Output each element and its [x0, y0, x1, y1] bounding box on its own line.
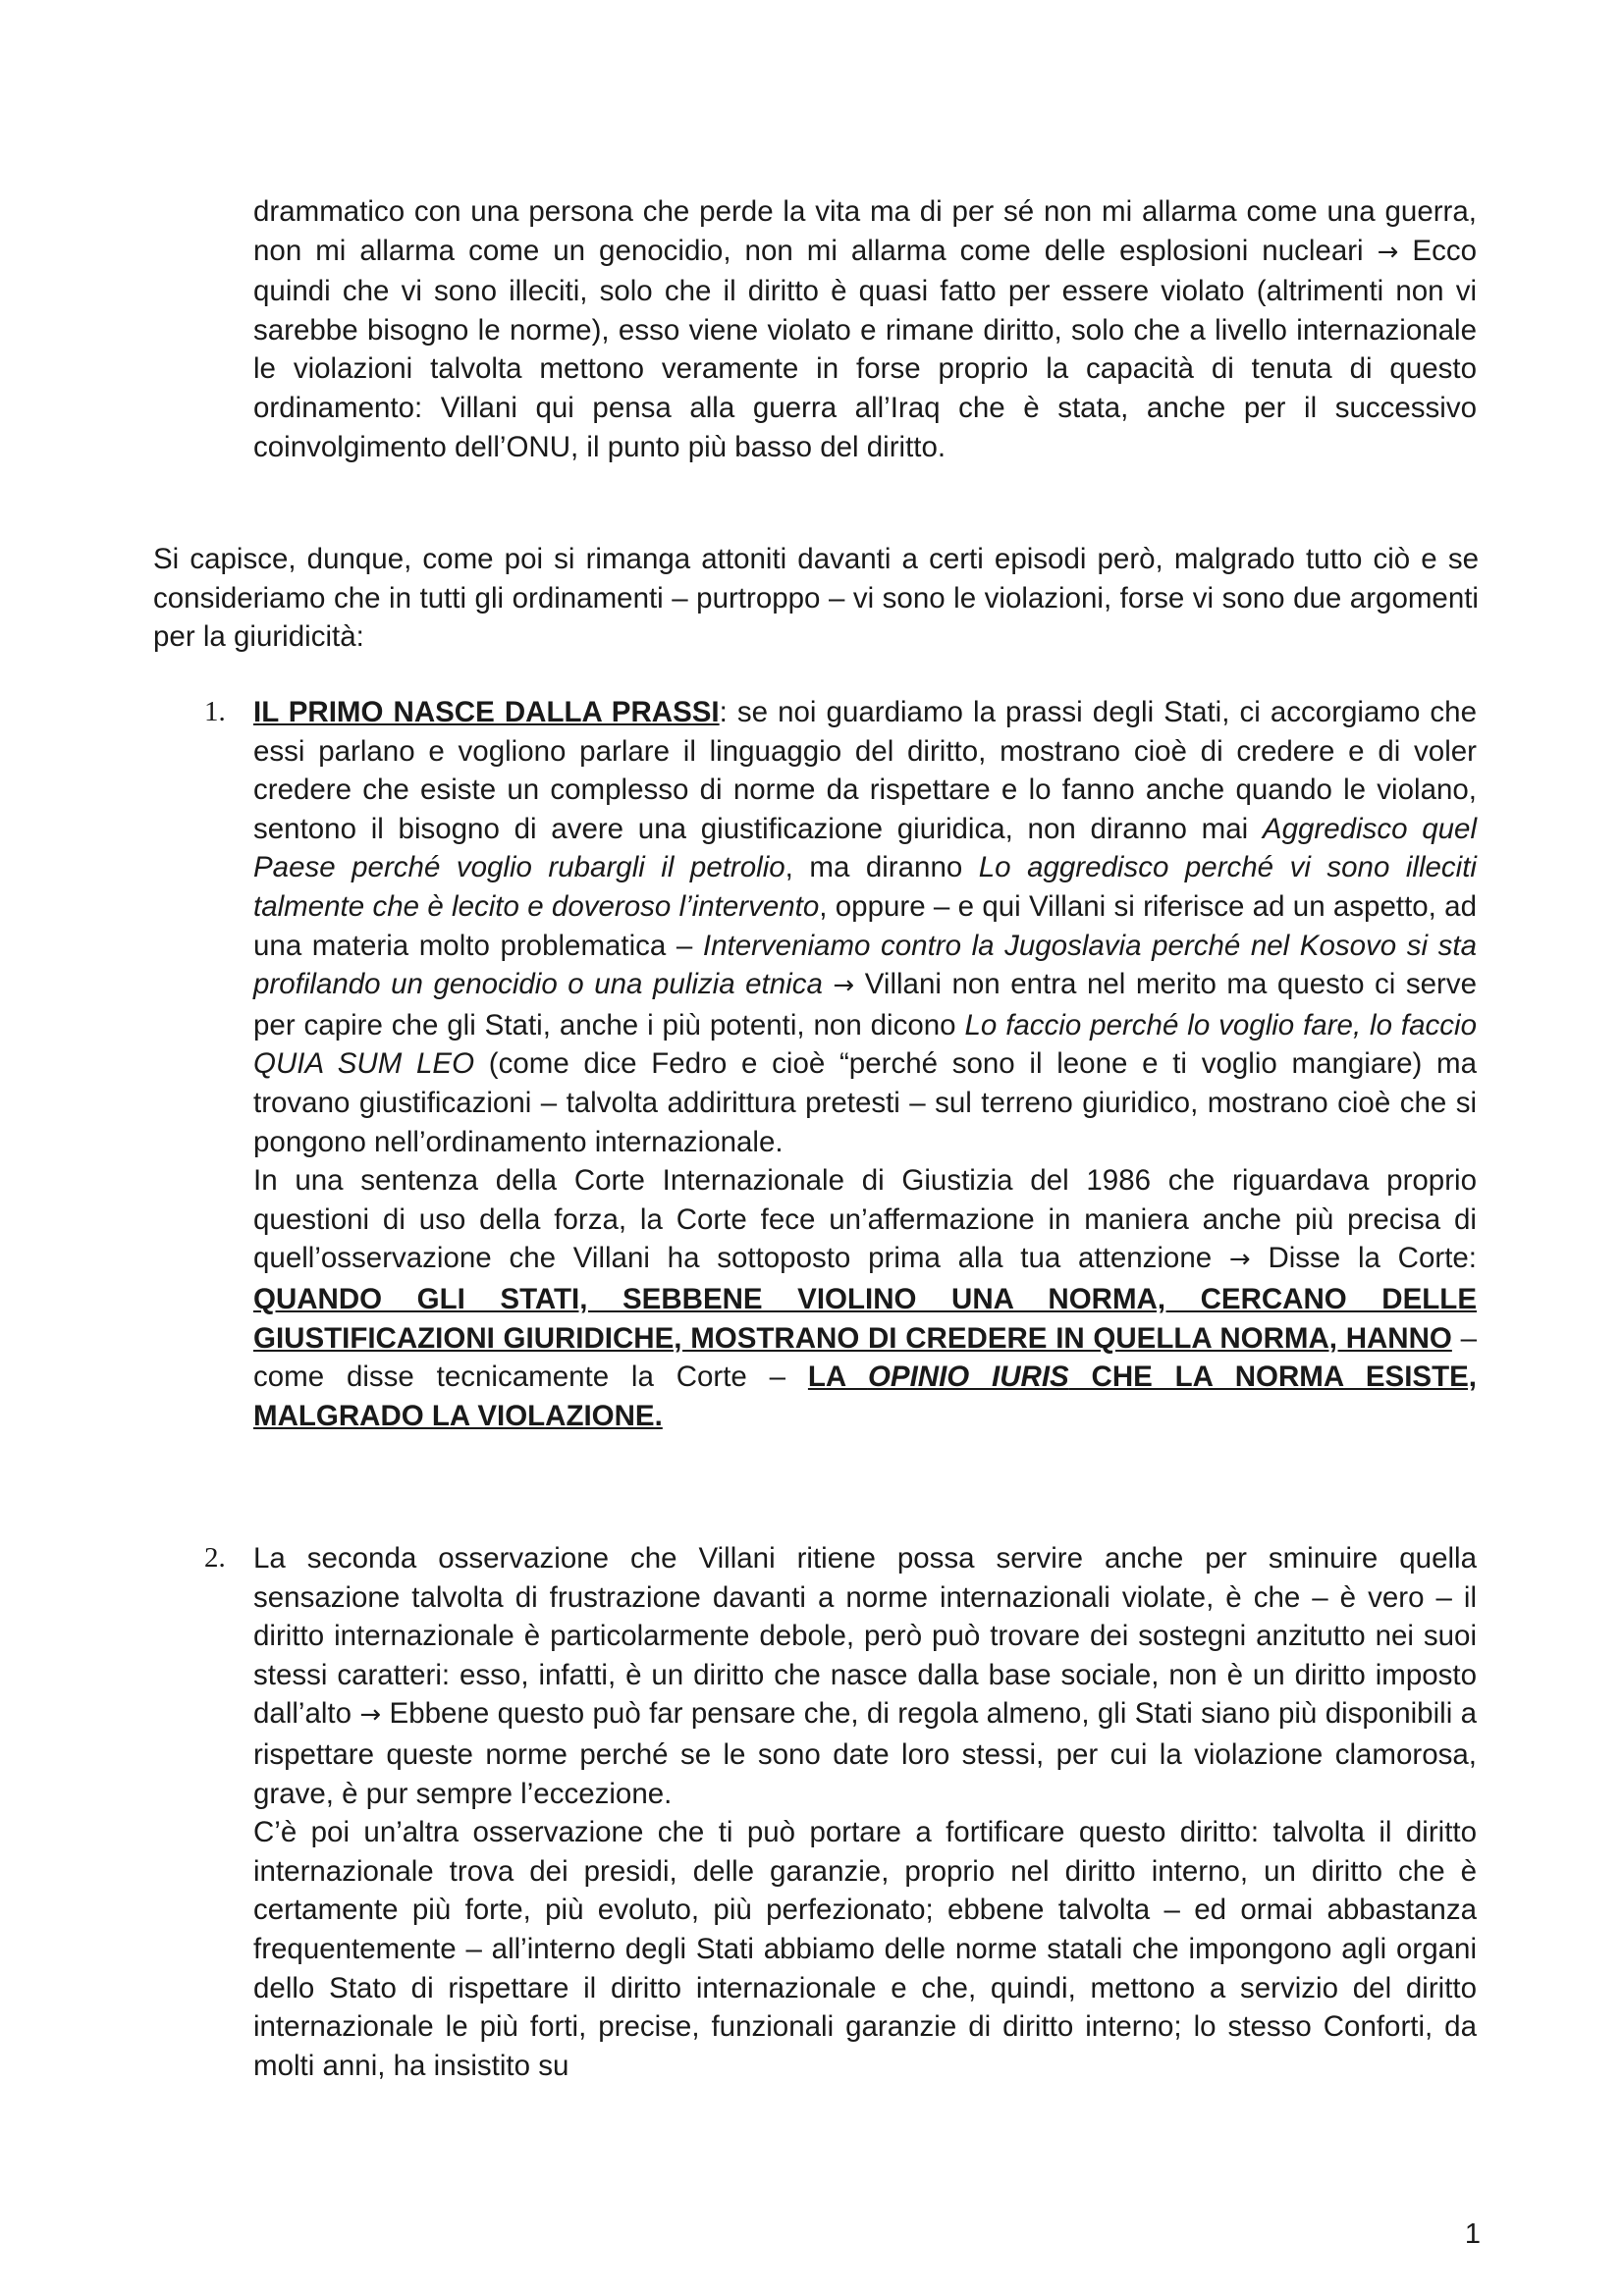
list-item-1-text-5: (come dice Fedro e cioè “perché sono il leone e ti voglio mangiare) ma trovano giustificazioni – talvolta addirittura pretesti – sul terreno giuridico, mostrano cioè che si pongono nell’ordinamento internazionale. [253, 1047, 1477, 1158]
intro-text-2: Ecco quindi che vi sono illeciti, solo che il diritto è quasi fatto per essere violato (altrimenti non vi sarebbe bisogno le norme), esso viene violato e rimane diritto, solo che a livello internazionale le violazioni talvolta mettono veramente in forse proprio la capacità di tenuta di questo ordinamento: Villani qui pensa alla guerra all’Iraq che è stata, anche per il successivo coinvolgimento dell’ONU, il punto più basso del diritto. [253, 234, 1477, 463]
arrow-right-icon: → [359, 1700, 382, 1731]
list-item-1-quote-1: Aggredisco quel Paese perché voglio rubargli il petrolio [253, 812, 1477, 884]
list-item-1-text-4: Villani non entra nel merito ma questo ci serve per capire che gli Stati, anche i più potenti, non dicono [253, 968, 1477, 1041]
list-item-1-first-block [253, 693, 1477, 1161]
list-item-1-court-aside: – come disse tecnicamente la Corte – [253, 1321, 1477, 1394]
list-item-2 [253, 1539, 1477, 2085]
list-number-2: 2. [204, 1542, 226, 1574]
arrow-right-icon: → [1228, 1245, 1251, 1275]
list-item-2-text-1: La seconda osservazione che Villani ritiene possa servire anche per sminuire quella sensazione talvolta di frustrazione davanti a norme internazionali violate, è che – è vero – il diritto internazionale è particolarmente debole, però può trovare dei sostegni anzitutto nei suoi stessi caratteri: esso, infatti, è un diritto che nasce dalla base sociale, non è un diritto imposto dall’alto [253, 1542, 1477, 1731]
arrow-right-icon: → [1377, 237, 1399, 267]
list-item-2-text-2: Ebbene questo può far pensare che, di regola almeno, gli Stati siano più disponibili a rispettare queste norme perché se le sono date loro stessi, per cui la violazione clamorosa, grave, è pur sempre l’eccezione. [253, 1697, 1477, 1810]
list-item-2-second-block: C’è poi un’altra osservazione che ti può portare a fortificare questo diritto: talvolta il diritto internazionale trova dei presidi, delle garanzie, proprio nel diritto interno, un diritto che è certamente più forte, più evoluto, più perfezionato; ebbene talvolta – ed ormai abbastanza frequentemente – all’interno degli Stati abbiamo delle norme statali che impongono agli organi dello Stato di rispettare il diritto internazionale e che, quindi, mettono a servizio del diritto internazionale le più forti, precise, funzionali garanzie di diritto interno; lo stesso Conforti, da molti anni, ha insistito su [253, 1816, 1477, 2082]
list-item-1-quote-2: Lo aggredisco perché vi sono illeciti talmente che è lecito e doveroso l’intervento [253, 851, 1477, 923]
list-item-1-court-said: Disse la Corte: [1250, 1242, 1477, 1275]
list-item-1-second-block [253, 1161, 1477, 1435]
list-item-1-heading: IL PRIMO NASCE DALLA PRASSI [253, 696, 720, 728]
arrow-right-icon: → [833, 971, 855, 1001]
list-item-1-sentence-text: In una sentenza della Corte Internazionale di Giustizia del 1986 che riguardava proprio questioni di uso della forza, la Corte fece un’affermazione in maniera anche più precisa di quell’osservazione che Villani ha sottoposto prima alla tua attenzione [253, 1164, 1477, 1275]
list-item-1-bold-conclusion: CHE LA NORMA ESISTE, MALGRADO LA VIOLAZIONE. [253, 1361, 1477, 1432]
list-item-1 [253, 693, 1477, 1435]
list-number-1: 1. [204, 696, 226, 727]
list-item-1-text-1: : se noi guardiamo la prassi degli Stati, ci accorgiamo che essi parlano e vogliono parlare il linguaggio del diritto, mostrano cioè di credere e di voler credere che esiste un complesso di norme da rispettare e lo fanno anche quando le violano, sentono il bisogno di avere una giustificazione giuridica, non diranno mai [253, 696, 1477, 845]
page-number: 1 [1464, 2218, 1481, 2250]
main-paragraph: Si capisce, dunque, come poi si rimanga attoniti davanti a certi episodi però, malgrado tutto ciò e se consideriamo che in tutti gli ordinamenti – purtroppo – vi sono le violazioni, forse vi sono due argomenti per la giuridicità: [153, 543, 1479, 654]
intro-text-1: drammatico con una persona che perde la vita ma di per sé non mi allarma come una guerra, non mi allarma come un genocidio, non mi allarma come delle esplosioni nucleari [253, 195, 1477, 267]
list-item-1-quote-4: Lo faccio perché lo voglio fare, lo faccio QUIA SUM LEO [253, 1008, 1477, 1081]
list-item-1-bold-la: LA [807, 1361, 868, 1394]
list-item-2-first-block [253, 1539, 1477, 1813]
list-item-1-court-quote: QUANDO GLI STATI, SEBBENE VIOLINO UNA NORMA, CERCANO DELLE GIUSTIFICAZIONI GIURIDICHE, MOSTRANO DI CREDERE IN QUELLA NORMA, HANNO [253, 1282, 1477, 1355]
list-item-1-opinio-iuris: OPINIO IURIS [867, 1361, 1069, 1394]
list-item-1-text-2: , ma diranno [784, 851, 979, 884]
list-item-1-quote-3: Interveniamo contro la Jugoslavia perché nel Kosovo si sta profilando un genocidio o una pulizia etnica [253, 929, 1477, 1001]
list-item-1-text-3: , oppure – e qui Villani si riferisce ad un aspetto, ad una materia molto problematica – [253, 889, 1477, 962]
intro-paragraph [253, 192, 1477, 466]
